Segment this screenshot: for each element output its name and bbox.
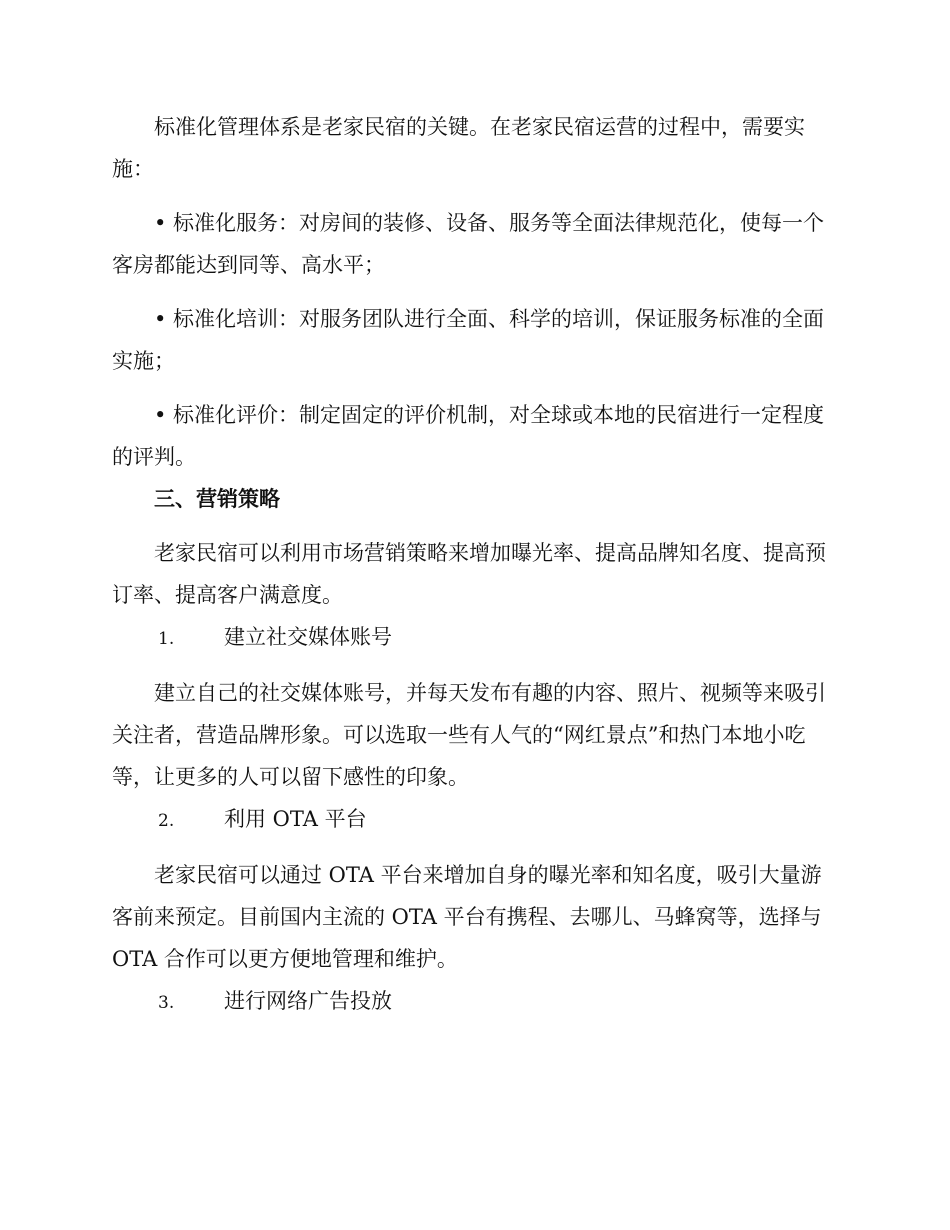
section-heading-marketing: 三、营销策略: [154, 486, 280, 511]
numbered-item-1: [112, 616, 830, 660]
item-title: 进行网络广告投放: [224, 989, 392, 1013]
paragraph-social-media: 建立自己的社交媒体账号，并每天发布有趣的内容、照片、视频等来吸引关注者，营造品牌形象。可以选取一些有人气的“网红景点”和热门本地小吃等，让更多的人可以留下感性的印象。: [112, 681, 826, 789]
bullet-standardized-service: • 标准化服务：对房间的装修、设备、服务等全面法律规范化，使每一个客房都能达到同等、高水平；: [112, 211, 825, 277]
bullet-standardized-evaluation: • 标准化评价：制定固定的评价机制，对全球或本地的民宿进行一定程度的评判。: [112, 403, 825, 469]
item-number: 2.: [158, 811, 175, 831]
item-number: 3.: [158, 993, 175, 1013]
paragraph-standardization-intro: 标准化管理体系是老家民宿的关键。在老家民宿运营的过程中，需要实施：: [112, 115, 805, 181]
numbered-item-3: [112, 980, 830, 1024]
item-number: 1.: [158, 629, 175, 649]
bullet-standardized-training: • 标准化培训：对服务团队进行全面、科学的培训，保证服务标准的全面实施；: [112, 307, 825, 373]
item-title: 利用 OTA 平台: [224, 807, 367, 831]
item-title: 建立社交媒体账号: [224, 625, 392, 649]
numbered-item-2: [112, 798, 830, 842]
paragraph-marketing-intro: 老家民宿可以利用市场营销策略来增加曝光率、提高品牌知名度、提高预订率、提高客户满意度。: [112, 541, 826, 607]
paragraph-ota: 老家民宿可以通过 OTA 平台来增加自身的曝光率和知名度，吸引大量游客前来预定。目前国内主流的 OTA 平台有携程、去哪儿、马蜂窝等，选择与 OTA 合作可以更方便地管理和维护。: [112, 863, 822, 971]
